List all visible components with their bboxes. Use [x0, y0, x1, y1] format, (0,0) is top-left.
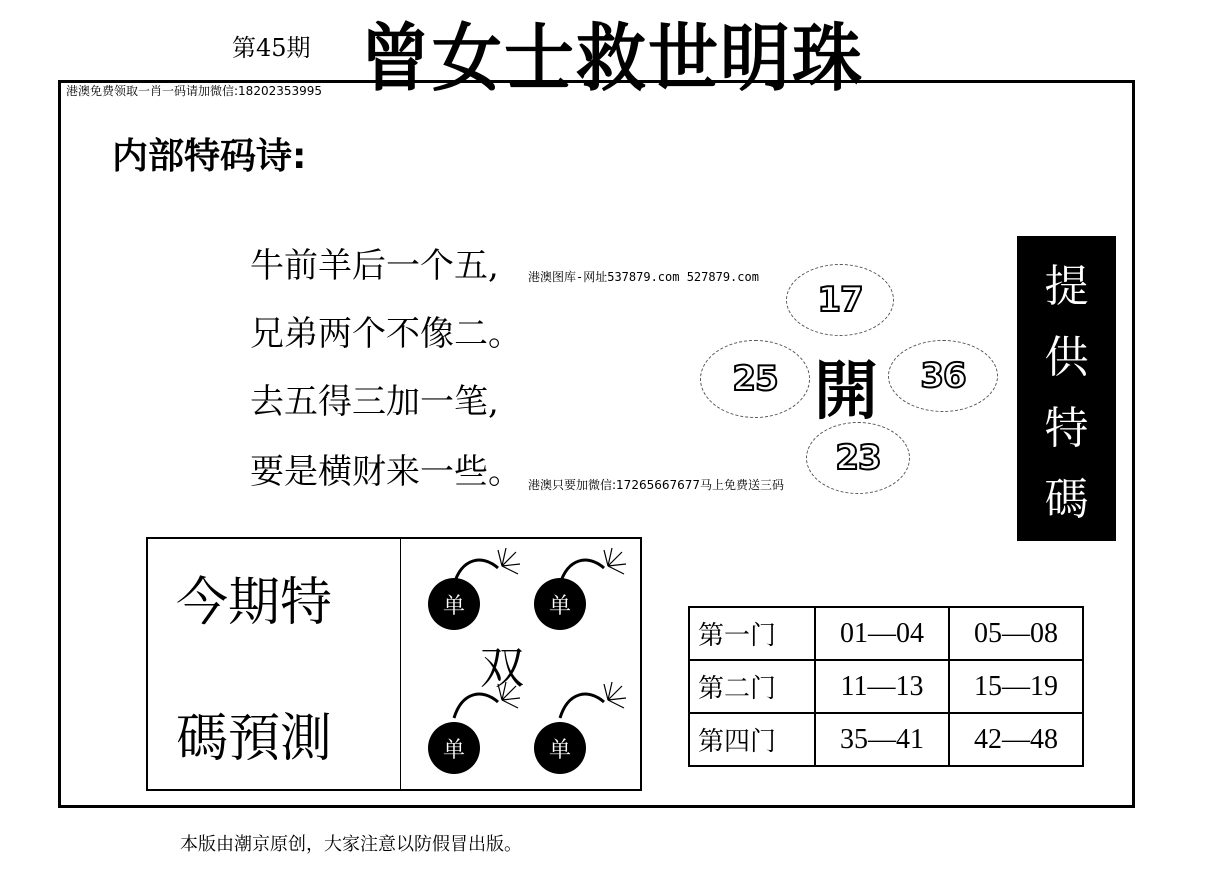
number-oval-bottom	[806, 422, 910, 494]
provide-char-4: 碼	[1044, 474, 1089, 526]
number-oval-left	[700, 340, 810, 418]
gate-label: 第二门	[689, 660, 815, 713]
poem-line-4: 要是横财来一些。	[250, 452, 522, 492]
poem-line-2: 兄弟两个不像二。	[250, 314, 522, 354]
bomb-label-3: 单	[442, 737, 465, 763]
prediction-divider	[400, 537, 401, 791]
bomb-label-4: 单	[548, 737, 571, 763]
watermark-middle-2: 港澳只要加微信:17265667677马上免费送三码	[528, 478, 785, 492]
provide-char-3: 特	[1044, 403, 1089, 455]
footer-note: 本版由潮京原创，大家注意以防假冒出版。	[180, 834, 522, 855]
bomb-icon-2	[534, 578, 586, 630]
provide-special-code-banner	[1017, 236, 1116, 541]
bomb-label-2: 单	[548, 593, 571, 619]
bomb-icon-4	[534, 722, 586, 774]
poem-line-3: 去五得三加一笔,	[250, 382, 499, 422]
number-oval-right	[888, 340, 998, 412]
prediction-label-line1: 今期特	[176, 573, 333, 633]
poem-title: 内部特码诗:	[112, 136, 307, 177]
gates-table	[688, 606, 1084, 767]
number-oval-top	[786, 264, 894, 336]
watermark-top: 港澳免费领取一肖一码请加微信:18202353995	[66, 84, 323, 98]
gate-range: 11—13	[815, 660, 949, 713]
page-title: 曾女士救世明珠	[360, 14, 864, 102]
gate-range: 42—48	[949, 713, 1083, 766]
prediction-result: 双	[480, 643, 524, 694]
poem-line-1: 牛前羊后一个五,	[250, 246, 499, 286]
watermark-middle-1: 港澳图库-网址537879.com 527879.com	[528, 270, 759, 284]
table-row	[689, 660, 1083, 713]
bomb-icon-3	[428, 722, 480, 774]
gate-label: 第一门	[689, 607, 815, 660]
table-row	[689, 607, 1083, 660]
issue-number: 第45期	[232, 34, 311, 62]
gate-range: 35—41	[815, 713, 949, 766]
number-left: 25	[732, 359, 778, 399]
gate-range: 15—19	[949, 660, 1083, 713]
gate-range: 05—08	[949, 607, 1083, 660]
bomb-label-1: 单	[442, 593, 465, 619]
gate-label: 第四门	[689, 713, 815, 766]
prediction-label-line2: 碼預測	[176, 709, 333, 769]
number-right: 36	[920, 356, 966, 396]
provide-char-1: 提	[1044, 260, 1089, 312]
number-top: 17	[817, 280, 863, 320]
number-bottom: 23	[835, 438, 881, 478]
bomb-icon-1	[428, 578, 480, 630]
table-row	[689, 713, 1083, 766]
gate-range: 01—04	[815, 607, 949, 660]
provide-char-2: 供	[1044, 331, 1089, 383]
open-character: 開	[814, 355, 878, 429]
